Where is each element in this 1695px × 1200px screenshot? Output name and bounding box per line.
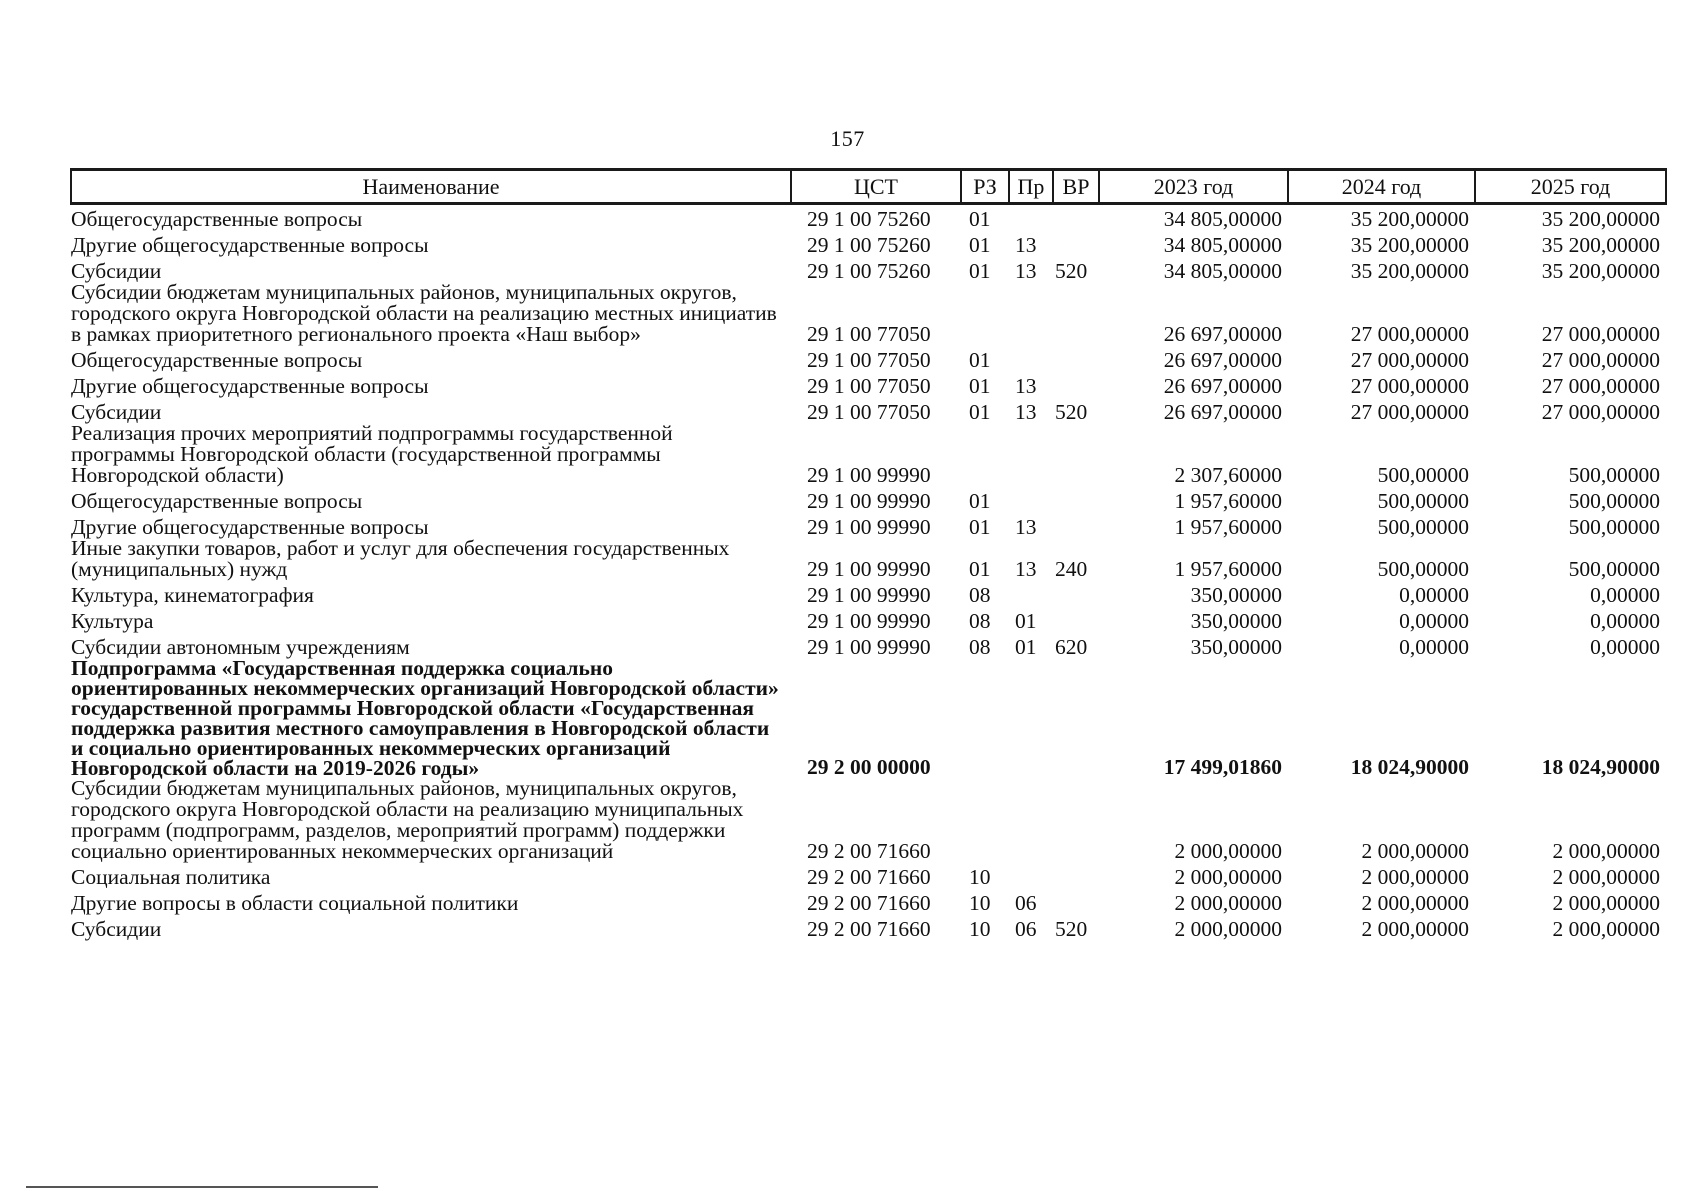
row-cst: 29 1 00 75260 <box>807 258 931 283</box>
row-name: Культура <box>71 608 154 633</box>
row-cst: 29 2 00 00000 <box>807 754 931 779</box>
table-row <box>71 512 1666 538</box>
row-vr <box>1053 486 1099 512</box>
row-value-2024: 0,00000 <box>1399 634 1469 659</box>
row-value-2025: 2 000,00000 <box>1552 916 1660 941</box>
row-value-2024: 35 200,00000 <box>1350 232 1469 257</box>
row-rz <box>961 658 1009 778</box>
row-name: Другие общегосударственные вопросы <box>71 514 429 539</box>
row-value-2023: 26 697,00000 <box>1163 373 1282 398</box>
row-vr <box>1053 888 1099 914</box>
row-vr: 520 <box>1055 399 1088 424</box>
row-pr: 06 <box>1015 916 1037 941</box>
row-value-2025: 27 000,00000 <box>1541 399 1660 424</box>
header-name: Наименование <box>71 170 791 204</box>
row-value-2025: 500,00000 <box>1568 462 1660 487</box>
row-rz: 01 <box>969 514 991 539</box>
row-name: Субсидии <box>71 399 162 424</box>
row-rz: 01 <box>969 556 991 581</box>
row-value-2023: 17 499,01860 <box>1163 754 1282 779</box>
row-value-2024: 35 200,00000 <box>1350 258 1469 283</box>
row-value-2024: 2 000,00000 <box>1361 916 1469 941</box>
row-name: Другие вопросы в области социальной политики <box>71 890 519 915</box>
row-value-2023: 1 957,60000 <box>1174 488 1282 513</box>
row-name: Иные закупки товаров, работ и услуг для обеспечения государственных (муниципальных) нужд <box>71 535 730 581</box>
table-row <box>71 345 1666 371</box>
row-cst: 29 1 00 75260 <box>807 206 931 231</box>
row-value-2023: 2 000,00000 <box>1174 864 1282 889</box>
row-rz: 01 <box>969 399 991 424</box>
row-pr: 06 <box>1015 890 1037 915</box>
row-value-2023: 350,00000 <box>1190 634 1282 659</box>
budget-table <box>70 168 1667 940</box>
row-cst: 29 2 00 71660 <box>807 838 931 863</box>
row-name: Культура, кинематография <box>71 582 314 607</box>
row-cst: 29 1 00 77050 <box>807 321 931 346</box>
row-value-2025: 2 000,00000 <box>1552 838 1660 863</box>
row-cst: 29 1 00 99990 <box>807 634 931 659</box>
row-value-2025: 0,00000 <box>1590 582 1660 607</box>
row-name: Подпрограмма «Государственная поддержка социально ориентированных некоммерческих организаций Новгородской области» государственной программы Новгородской области «Государственная поддержка развития местного самоуправления в Новгородской области и социально ориентированных некоммерческих организаций Новгородской области на 2019-2026 годы» <box>71 655 779 780</box>
row-name: Субсидии <box>71 258 162 283</box>
table-row <box>71 397 1666 423</box>
table-row <box>71 423 1666 486</box>
table-row <box>71 606 1666 632</box>
row-vr <box>1053 371 1099 397</box>
row-value-2024: 500,00000 <box>1377 488 1469 513</box>
table-row <box>71 538 1666 580</box>
row-value-2023: 2 307,60000 <box>1174 462 1282 487</box>
row-rz: 01 <box>969 258 991 283</box>
row-pr <box>1009 580 1053 606</box>
row-value-2023: 1 957,60000 <box>1174 556 1282 581</box>
table-row <box>71 230 1666 256</box>
row-value-2024: 27 000,00000 <box>1350 399 1469 424</box>
row-name: Субсидии <box>71 916 162 941</box>
row-value-2024: 2 000,00000 <box>1361 864 1469 889</box>
row-value-2023: 26 697,00000 <box>1163 321 1282 346</box>
row-rz: 01 <box>969 232 991 257</box>
table-row <box>71 778 1666 862</box>
row-pr <box>1009 345 1053 371</box>
row-value-2024: 35 200,00000 <box>1350 206 1469 231</box>
row-value-2023: 26 697,00000 <box>1163 399 1282 424</box>
row-pr: 01 <box>1015 608 1037 633</box>
row-value-2025: 500,00000 <box>1568 514 1660 539</box>
row-value-2024: 27 000,00000 <box>1350 321 1469 346</box>
row-pr: 13 <box>1015 232 1037 257</box>
row-cst: 29 2 00 71660 <box>807 864 931 889</box>
table-row <box>71 914 1666 940</box>
row-value-2025: 35 200,00000 <box>1541 232 1660 257</box>
row-pr <box>1009 862 1053 888</box>
row-name: Социальная политика <box>71 864 271 889</box>
row-rz <box>961 282 1009 345</box>
row-cst: 29 2 00 71660 <box>807 890 931 915</box>
row-value-2025: 18 024,90000 <box>1541 754 1660 779</box>
row-vr <box>1053 658 1099 778</box>
row-vr <box>1053 345 1099 371</box>
row-rz <box>961 778 1009 862</box>
row-rz: 10 <box>969 890 991 915</box>
row-vr <box>1053 282 1099 345</box>
row-value-2024: 500,00000 <box>1377 514 1469 539</box>
page-number: 157 <box>830 126 865 151</box>
table-row <box>71 632 1666 658</box>
row-value-2025: 27 000,00000 <box>1541 321 1660 346</box>
header-2025: 2025 год <box>1475 170 1666 204</box>
row-cst: 29 1 00 75260 <box>807 232 931 257</box>
row-cst: 29 1 00 99990 <box>807 514 931 539</box>
row-rz: 08 <box>969 634 991 659</box>
row-value-2025: 500,00000 <box>1568 488 1660 513</box>
row-pr: 13 <box>1015 556 1037 581</box>
row-value-2025: 2 000,00000 <box>1552 890 1660 915</box>
row-pr <box>1009 282 1053 345</box>
row-name: Реализация прочих мероприятий подпрограммы государственной программы Новгородской области (государственной программы Новгородской области) <box>71 420 673 487</box>
row-pr: 01 <box>1015 634 1037 659</box>
table-row <box>71 486 1666 512</box>
table-row <box>71 282 1666 345</box>
row-cst: 29 1 00 99990 <box>807 582 931 607</box>
row-rz: 01 <box>969 347 991 372</box>
row-pr <box>1009 486 1053 512</box>
row-value-2024: 500,00000 <box>1377 556 1469 581</box>
row-name: Общегосударственные вопросы <box>71 347 363 372</box>
row-value-2025: 2 000,00000 <box>1552 864 1660 889</box>
header-vr: ВР <box>1053 170 1099 204</box>
table-row <box>71 888 1666 914</box>
row-vr <box>1053 606 1099 632</box>
row-name: Общегосударственные вопросы <box>71 206 363 231</box>
row-value-2024: 2 000,00000 <box>1361 838 1469 863</box>
row-pr: 13 <box>1015 258 1037 283</box>
row-vr <box>1053 423 1099 486</box>
row-name: Другие общегосударственные вопросы <box>71 373 429 398</box>
row-vr: 520 <box>1055 916 1088 941</box>
table-row <box>71 862 1666 888</box>
row-vr: 520 <box>1055 258 1088 283</box>
row-value-2023: 1 957,60000 <box>1174 514 1282 539</box>
row-value-2023: 34 805,00000 <box>1163 206 1282 231</box>
row-value-2024: 500,00000 <box>1377 462 1469 487</box>
row-vr <box>1053 204 1099 230</box>
row-value-2023: 350,00000 <box>1190 608 1282 633</box>
row-rz <box>961 423 1009 486</box>
row-value-2024: 0,00000 <box>1399 608 1469 633</box>
table-row <box>71 256 1666 282</box>
row-value-2023: 350,00000 <box>1190 582 1282 607</box>
row-value-2025: 35 200,00000 <box>1541 258 1660 283</box>
row-rz: 08 <box>969 582 991 607</box>
row-vr <box>1053 862 1099 888</box>
row-pr: 13 <box>1015 373 1037 398</box>
row-vr <box>1053 580 1099 606</box>
row-vr <box>1053 230 1099 256</box>
row-pr <box>1009 658 1053 778</box>
row-vr: 240 <box>1055 556 1088 581</box>
row-name: Субсидии бюджетам муниципальных районов, муниципальных округов, городского округа Новгородской области на реализацию местных инициатив в рамках приоритетного регионального проекта «Наш выбор» <box>71 279 777 346</box>
footer-rule <box>26 1186 378 1188</box>
table-header <box>71 170 1666 204</box>
row-rz: 01 <box>969 488 991 513</box>
row-name: Общегосударственные вопросы <box>71 488 363 513</box>
header-pr: Пр <box>1009 170 1053 204</box>
header-2024: 2024 год <box>1288 170 1475 204</box>
row-value-2023: 34 805,00000 <box>1163 258 1282 283</box>
row-pr <box>1009 778 1053 862</box>
row-pr: 13 <box>1015 514 1037 539</box>
row-rz: 01 <box>969 373 991 398</box>
header-2023: 2023 год <box>1099 170 1288 204</box>
row-cst: 29 1 00 99990 <box>807 462 931 487</box>
row-cst: 29 1 00 99990 <box>807 556 931 581</box>
row-rz: 10 <box>969 864 991 889</box>
row-value-2023: 2 000,00000 <box>1174 838 1282 863</box>
header-row <box>71 170 1666 204</box>
header-rz: РЗ <box>961 170 1009 204</box>
row-name: Субсидии бюджетам муниципальных районов, муниципальных округов, городского округа Новгородской области на реализацию муниципальных программ (подпрограмм, разделов, мероприятий программ) поддержки социально ориентированных некоммерческих организаций <box>71 775 744 863</box>
table-row <box>71 658 1666 778</box>
row-rz: 08 <box>969 608 991 633</box>
row-value-2023: 26 697,00000 <box>1163 347 1282 372</box>
row-value-2025: 500,00000 <box>1568 556 1660 581</box>
row-value-2025: 0,00000 <box>1590 608 1660 633</box>
row-value-2024: 0,00000 <box>1399 582 1469 607</box>
row-value-2024: 27 000,00000 <box>1350 373 1469 398</box>
row-value-2023: 2 000,00000 <box>1174 916 1282 941</box>
row-rz: 10 <box>969 916 991 941</box>
row-value-2023: 2 000,00000 <box>1174 890 1282 915</box>
row-pr: 13 <box>1015 399 1037 424</box>
table-row <box>71 580 1666 606</box>
table-row <box>71 204 1666 230</box>
row-value-2024: 2 000,00000 <box>1361 890 1469 915</box>
row-cst: 29 1 00 99990 <box>807 488 931 513</box>
row-vr <box>1053 778 1099 862</box>
row-value-2025: 35 200,00000 <box>1541 206 1660 231</box>
row-cst: 29 1 00 77050 <box>807 373 931 398</box>
row-cst: 29 1 00 77050 <box>807 347 931 372</box>
row-vr <box>1053 512 1099 538</box>
header-cst: ЦСТ <box>791 170 961 204</box>
row-pr <box>1009 423 1053 486</box>
row-pr <box>1009 204 1053 230</box>
row-value-2025: 27 000,00000 <box>1541 373 1660 398</box>
table-row <box>71 371 1666 397</box>
row-value-2025: 0,00000 <box>1590 634 1660 659</box>
row-vr: 620 <box>1055 634 1088 659</box>
row-name: Субсидии автономным учреждениям <box>71 634 410 659</box>
row-rz: 01 <box>969 206 991 231</box>
row-value-2023: 34 805,00000 <box>1163 232 1282 257</box>
row-value-2024: 27 000,00000 <box>1350 347 1469 372</box>
table-body <box>71 204 1666 940</box>
row-name: Другие общегосударственные вопросы <box>71 232 429 257</box>
row-cst: 29 1 00 99990 <box>807 608 931 633</box>
row-cst: 29 1 00 77050 <box>807 399 931 424</box>
row-value-2024: 18 024,90000 <box>1350 754 1469 779</box>
row-value-2025: 27 000,00000 <box>1541 347 1660 372</box>
row-cst: 29 2 00 71660 <box>807 916 931 941</box>
